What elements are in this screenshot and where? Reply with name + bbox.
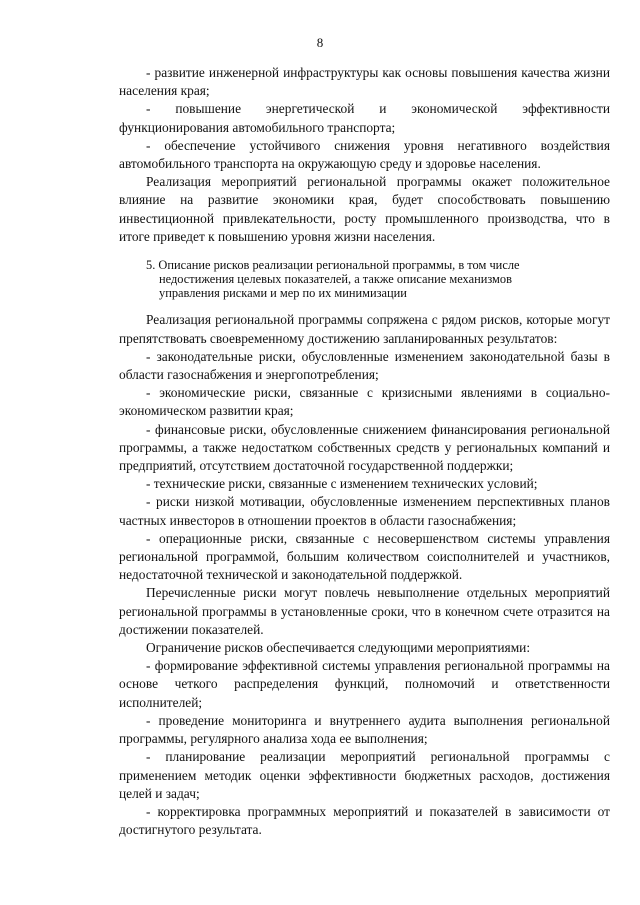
- paragraph-infrastructure: - развитие инженерной инфраструктуры как основы повышения качества жизни населения края;: [119, 65, 610, 99]
- paragraph-risks-intro: Реализация региональной программы сопряжена с рядом рисков, которые могут препятствовать своевременному достижению запланированных результатов:: [119, 312, 610, 346]
- section-heading-line-2: недостижения целевых показателей, а также описание механизмов: [159, 271, 512, 286]
- paragraph-risk-consequences: Перечисленные риски могут повлечь невыполнение отдельных мероприятий региональной программы в установленные сроки, что в конечном счете отразится на достижении показателей.: [119, 585, 610, 637]
- section-heading-line-3: управления рисками и мер по их минимизации: [159, 285, 407, 300]
- list-item-operational-risks: - операционные риски, связанные с несовершенством системы управления региональной программой, большим количеством соисполнителей и участников, недостаточной технической и законодательной поддержкой.: [119, 530, 610, 583]
- list-item-monitoring-audit: - проведение мониторинга и внутреннего аудита выполнения региональной программы, регулярного анализа хода ее выполнения;: [119, 712, 610, 747]
- page-number: 8: [316, 35, 324, 50]
- list-item-motivation-risks: - риски низкой мотивации, обусловленные изменением перспективных планов частных инвесторов в отношении проектов в области газоснабжения;: [119, 494, 610, 528]
- section-heading: [119, 259, 610, 300]
- paragraph-transport-efficiency: - повышение энергетической и экономической эффективности функционирования автомобильного транспорта;: [119, 101, 610, 135]
- paragraph-mitigation-intro: Ограничение рисков обеспечивается следующими мероприятиями:: [146, 640, 531, 656]
- paragraph-environment: - обеспечение устойчивого снижения уровня негативного воздействия автомобильного транспорта на окружающую среду и здоровье населения.: [119, 137, 610, 172]
- list-item-planning: - планирование реализации мероприятий региональной программы с применением методик оценки эффективности бюджетных расходов, достижения целей и задач;: [119, 749, 610, 801]
- document-body: [119, 64, 610, 839]
- list-item-technical-risks: - технические риски, связанные с изменением технических условий;: [146, 476, 538, 492]
- list-item-management-system: - формирование эффективной системы управления региональной программы на основе четкого распределения функций, полномочий и ответственности исполнителей;: [119, 658, 610, 710]
- list-item-financial-risks: - финансовые риски, обусловленные снижением финансирования региональной программы, а также недостатком собственных средств у региональных компаний и предприятий, отсутствием достаточной государственной поддержки;: [119, 421, 610, 474]
- list-item-adjustment: - корректировка программных мероприятий и показателей в зависимости от достигнутого результата.: [119, 803, 610, 838]
- list-item-economic-risks: - экономические риски, связанные с кризисными явлениями в социально-экономическом развитии края;: [119, 385, 610, 419]
- list-item-legislative-risks: - законодательные риски, обусловленные изменением законодательной базы в области газоснабжения и энергопотребления;: [119, 348, 610, 383]
- section-heading-line-1: 5. Описание рисков реализации региональной программы, в том числе: [146, 258, 520, 273]
- paragraph-economic-effect: Реализация мероприятий региональной программы окажет положительное влияние на развитие экономики края, будет способствовать повышению инвестиционной привлекательности, росту промышленного производства, что в итоге приведет к повышению уровня жизни населения.: [119, 174, 610, 244]
